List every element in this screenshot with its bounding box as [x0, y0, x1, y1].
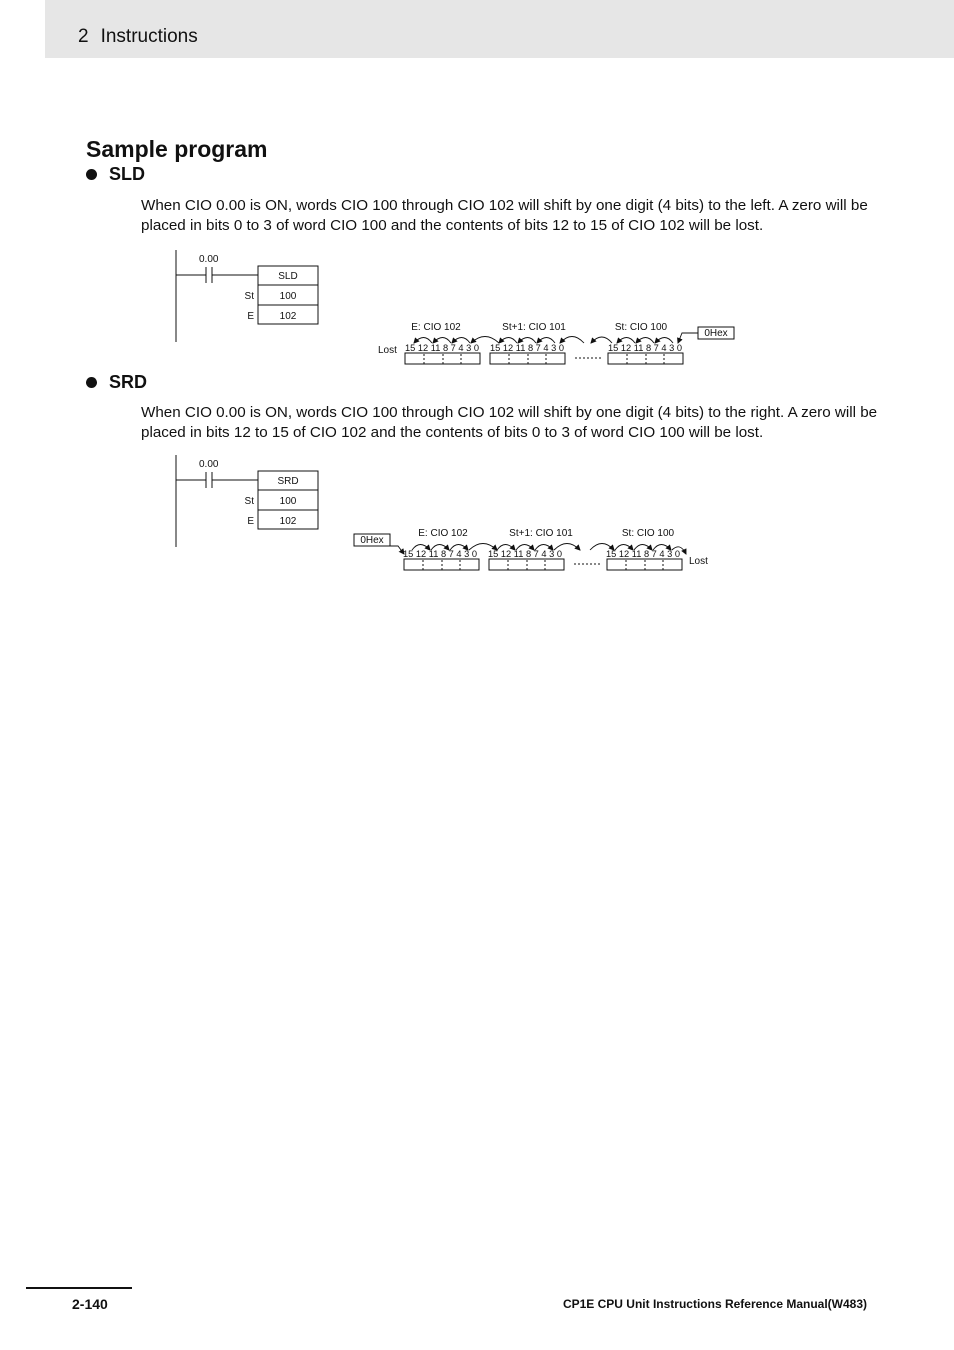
- srd-lost-label: Lost: [689, 556, 708, 567]
- srd-st-label: St: [244, 496, 254, 507]
- srd-mnemonic: SRD: [277, 476, 299, 487]
- srd-st-value: 100: [279, 496, 297, 507]
- srd-contact-address: 0.00: [199, 459, 219, 470]
- sld-st-label: St: [244, 291, 254, 302]
- sld-heading-text: SLD: [109, 164, 145, 184]
- sld-bits-st1: 15 12 11 8 7 4 3 0: [490, 343, 564, 353]
- srd-bits-st: 15 12 11 8 7 4 3 0: [606, 549, 680, 559]
- srd-e-label: E: [247, 516, 254, 527]
- srd-diagram: [0, 450, 954, 580]
- srd-ladder: [176, 455, 318, 547]
- srd-heading-text: SRD: [109, 372, 148, 392]
- sld-bits-e: 15 12 11 8 7 4 3 0: [405, 343, 479, 353]
- sld-diagram: [0, 245, 954, 375]
- srd-word-label-st1: St+1: CIO 101: [509, 528, 573, 539]
- sld-bits-st: 15 12 11 8 7 4 3 0: [608, 343, 682, 353]
- srd-e-value: 102: [279, 516, 297, 527]
- srd-word-box-st: [607, 559, 682, 570]
- bullet-icon: [86, 377, 97, 388]
- sld-zero-label: 0Hex: [704, 328, 728, 339]
- sld-word-label-e: E: CIO 102: [411, 322, 461, 333]
- sld-word-box-st1: [490, 353, 565, 364]
- sld-heading: [86, 164, 145, 185]
- sld-mnemonic: SLD: [278, 271, 298, 282]
- sld-shift-arrows: [414, 333, 698, 343]
- page-number: 2-140: [72, 1296, 108, 1312]
- srd-heading: [86, 372, 147, 393]
- srd-bits-st1: 15 12 11 8 7 4 3 0: [488, 549, 562, 559]
- srd-zero-label: 0Hex: [360, 535, 384, 546]
- bullet-icon: [86, 169, 97, 180]
- manual-title: CP1E CPU Unit Instructions Reference Manual(W483): [562, 1297, 867, 1311]
- sld-word-label-st1: St+1: CIO 101: [502, 322, 566, 333]
- running-header: [78, 26, 198, 48]
- srd-description: When CIO 0.00 is ON, words CIO 100 through CIO 102 will shift by one digit (4 bits) to the right. A zero will be placed in bits 12 to 15 of CIO 102 and the contents of bits 0 to 3 of word CIO 100 will be lost.: [141, 404, 878, 441]
- sld-lost-label: Lost: [378, 345, 397, 356]
- sld-contact-address: 0.00: [199, 254, 219, 265]
- chapter-number: 2: [78, 26, 89, 47]
- chapter-title: Instructions: [100, 26, 198, 47]
- sld-word-label-st: St: CIO 100: [614, 322, 668, 333]
- srd-word-box-e: [404, 559, 479, 570]
- sld-word-box-st: [608, 353, 683, 364]
- sld-word-box-e: [405, 353, 480, 364]
- footer-rule: [26, 1287, 132, 1289]
- sld-st-value: 100: [279, 291, 297, 302]
- srd-word-label-st: St: CIO 100: [621, 528, 675, 539]
- srd-bits-e: 15 12 11 8 7 4 3 0: [403, 549, 477, 559]
- sld-ladder: [176, 250, 318, 342]
- sld-e-label: E: [247, 311, 254, 322]
- srd-word-label-e: E: CIO 102: [418, 528, 468, 539]
- sld-e-value: 102: [279, 311, 297, 322]
- page-title: Sample program: [86, 136, 268, 162]
- sld-description: When CIO 0.00 is ON, words CIO 100 through CIO 102 will shift by one digit (4 bits) to the left. A zero will be placed in bits 0 to 3 of word CIO 100 and the contents of bits 12 to 15 of CIO 102 will be lost.: [141, 197, 868, 234]
- srd-word-box-st1: [489, 559, 564, 570]
